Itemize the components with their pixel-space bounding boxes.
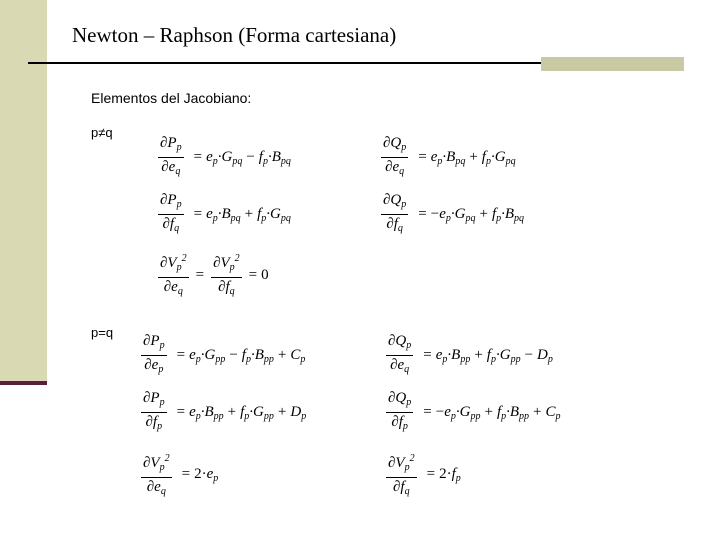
section-subtitle: Elementos del Jacobiano:	[91, 90, 252, 106]
slide-title: Newton – Raphson (Forma cartesiana)	[72, 23, 397, 47]
equation-dPp-dfp: $\frac{\partial P_p}{\partial f_p}$ = $e_p\cdot B_{pp} + f_p\cdot G_{pp} + D_p$	[143, 390, 307, 432]
equation-dQp-dfq: $\frac{\partial Q_p}{\partial f_q}$ = $-e_p\cdot G_{pq} + f_p\cdot B_{pq}$	[383, 192, 525, 234]
title-accent-bar	[541, 57, 684, 71]
equation-dPp-dep: $\frac{\partial P_p}{\partial e_p}$ = $e_p\cdot G_{pp} - f_p\cdot B_{pp} + C_p$	[143, 333, 306, 375]
equation-dPp-dfq: $\frac{\partial P_p}{\partial f_q}$ = $e_p\cdot B_{pq} + f_p\cdot G_{pq}$	[160, 192, 291, 234]
equation-dVp2-dfq: $\frac{\partial V_p^2}{\partial f_q}$ = $2\cdot f_p$	[383, 450, 461, 500]
equation-dVp2-deq: $\frac{\partial V_p^2}{\partial e_q}$ = $2\cdot e_p$	[138, 450, 218, 500]
sidebar-decoration	[0, 0, 47, 382]
equation-dVp2-zero: $\frac{\partial V_p^2}{\partial e_q}$ = $\frac{\partial V_p^2}{\partial f_q}$ = 0	[155, 250, 269, 300]
equation-dPp-deq: $\frac{\partial P_p}{\partial e_q}$ = $e_p\cdot G_{pq} - f_p\cdot B_{pq}$	[160, 135, 291, 177]
equation-dQp-deq-diag: $\frac{\partial Q_p}{\partial e_q}$ = $e_p\cdot B_{pp} + f_p\cdot G_{pp} - D_p$	[388, 333, 553, 375]
sidebar-base-line	[0, 381, 47, 385]
case-label-p-neq-q: p≠q	[91, 125, 113, 140]
equation-dQp-deq: $\frac{\partial Q_p}{\partial e_q}$ = $e_p\cdot B_{pq} + f_p\cdot G_{pq}$	[383, 135, 516, 177]
equation-dQp-dfp: $\frac{\partial Q_p}{\partial f_p}$ = $-e_p\cdot G_{pp} + f_p\cdot B_{pp} + C_p$	[388, 390, 561, 432]
case-label-p-eq-q: p=q	[91, 325, 114, 340]
